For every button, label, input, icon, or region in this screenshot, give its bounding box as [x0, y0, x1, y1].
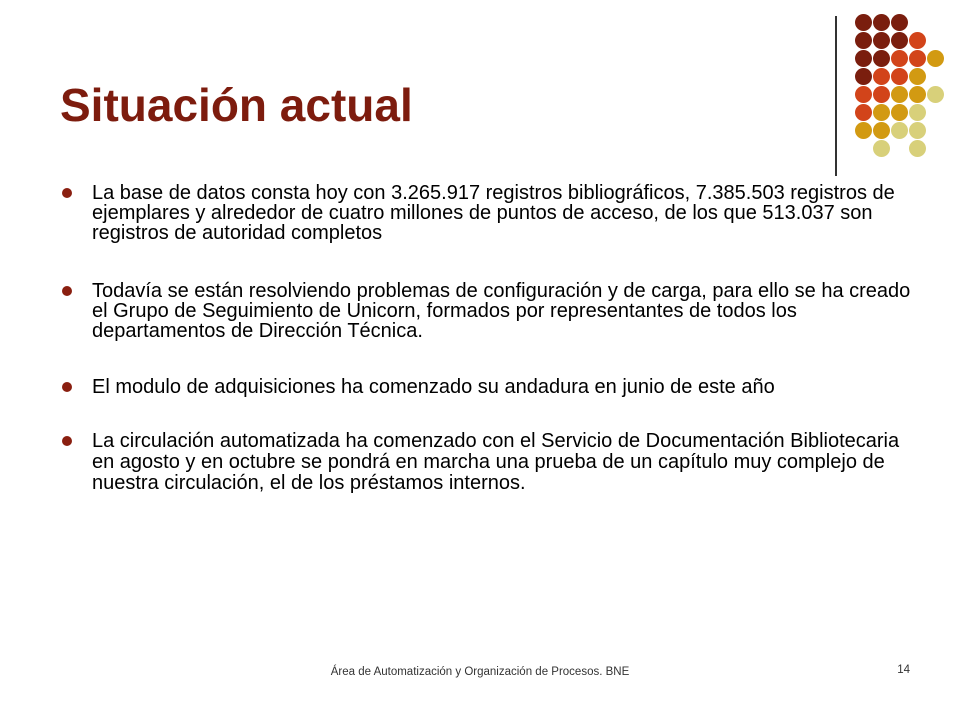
decorative-dot [909, 122, 926, 139]
bullet-item [62, 431, 912, 494]
decorative-dot [927, 50, 944, 67]
bullet-marker [62, 382, 72, 392]
decorative-dot [909, 86, 926, 103]
decorative-dot [873, 32, 890, 49]
decorative-dot [909, 50, 926, 67]
page-number: 14 [897, 664, 910, 676]
decorative-dot [909, 140, 926, 157]
decorative-dot [891, 86, 908, 103]
decorative-dot [891, 122, 908, 139]
decorative-dot [873, 122, 890, 139]
decorative-dot [855, 32, 872, 49]
decorative-dot [909, 32, 926, 49]
bullet-list [62, 183, 912, 524]
bullet-text: La circulación automatizada ha comenzado con el Servicio de Documentación Bibliotecaria en agosto y en octubre se pondrá en marcha una prueba de un capítulo muy complejo de nuestra circulación, el de los préstamos internos. [92, 430, 900, 494]
decorative-dot [855, 50, 872, 67]
bullet-marker [62, 436, 72, 446]
footer-text: Área de Automatización y Organización de Procesos. BNE [330, 666, 630, 678]
decorative-dot [909, 68, 926, 85]
decorative-dot [855, 68, 872, 85]
decorative-dot [873, 140, 890, 157]
decorative-dot [855, 104, 872, 121]
decorative-dot [891, 32, 908, 49]
decorative-divider-line [835, 16, 837, 176]
decorative-dot [873, 68, 890, 85]
decorative-dot [891, 50, 908, 67]
decorative-dot [873, 14, 890, 31]
bullet-text: El modulo de adquisiciones ha comenzado su andadura en junio de este año [92, 376, 775, 398]
bullet-item [62, 377, 912, 397]
decorative-dot [891, 104, 908, 121]
slide-title: Situación actual [60, 79, 413, 131]
bullet-marker [62, 286, 72, 296]
decorative-dot [909, 104, 926, 121]
decorative-dot [855, 86, 872, 103]
decorative-dot [855, 14, 872, 31]
bullet-text: Todavía se están resolviendo problemas de configuración y de carga, para ello se ha creado el Grupo de Seguimiento de Unicorn, formados por representantes de todos los departamentos de Dirección Técnica. [92, 280, 911, 342]
bullet-item [62, 281, 912, 341]
bullet-marker [62, 188, 72, 198]
bullet-item [62, 183, 912, 243]
decorative-dot [873, 50, 890, 67]
decorative-dot [927, 86, 944, 103]
decorative-dot [891, 68, 908, 85]
decorative-dot [891, 14, 908, 31]
decorative-dot [873, 104, 890, 121]
bullet-text: La base de datos consta hoy con 3.265.917 registros bibliográficos, 7.385.503 registros de ejemplares y alrededor de cuatro millones de puntos de acceso, de los que 513.037 son registros de autoridad completos [92, 182, 895, 244]
decorative-dot [873, 86, 890, 103]
decorative-dot [855, 122, 872, 139]
